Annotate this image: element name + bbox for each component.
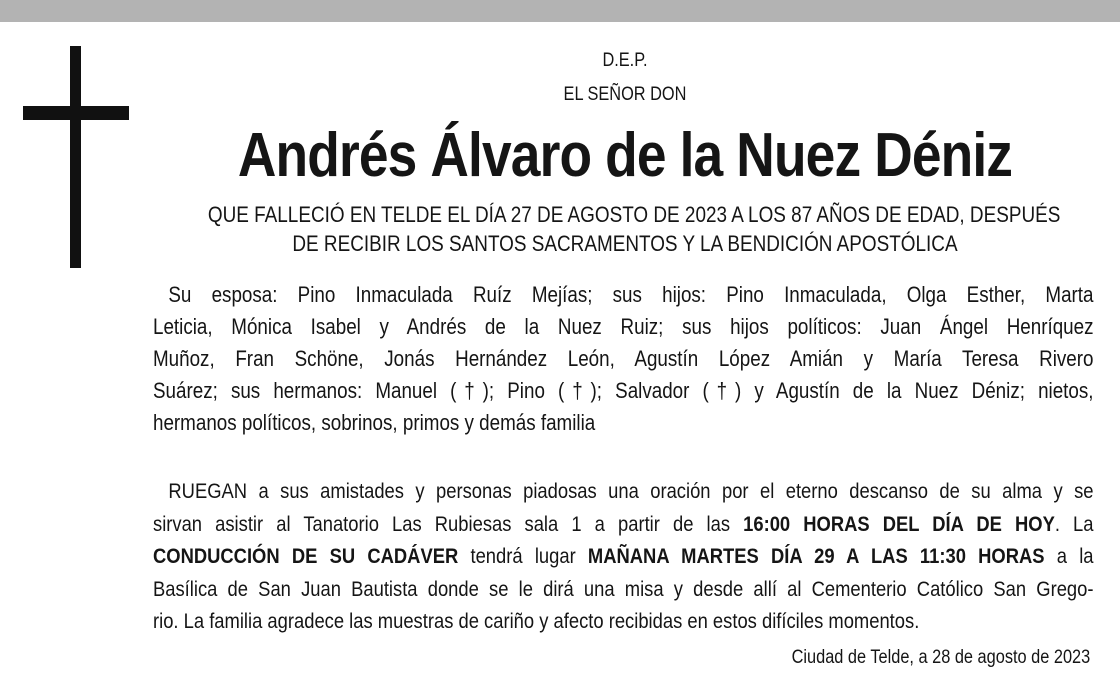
family-line: Leticia, Mónica Isabel y Andrés de la Nuez Ruiz; sus hijos políticos: Juan Ángel Henríquez xyxy=(153,314,1094,339)
place-date: Ciudad de Telde, a 28 de agosto de 2023 xyxy=(791,647,1090,668)
request-line: Basílica de San Juan Bautista donde se le dirá una misa y desde allí al Cementerio Católico San Grego- xyxy=(153,576,1094,601)
family-line: Suárez; sus hermanos: Manuel (†); Pino (†); Salvador (†) y Agustín de la Nuez Déniz; nietos, xyxy=(153,378,1094,403)
title-prefix: EL SEÑOR DON xyxy=(563,84,687,105)
death-line-2: DE RECIBIR LOS SANTOS SACRAMENTOS Y LA BENDICIÓN APOSTÓLICA xyxy=(292,231,958,256)
request-text: . La xyxy=(1054,511,1094,536)
conduction-label: CONDUCCIÓN DE SU CADÁVER xyxy=(153,544,459,568)
request-line: rio. La familia agradece las muestras de cariño y afecto recibidas en estos difíciles momentos. xyxy=(153,609,920,633)
wake-time: 16:00 HORAS DEL DÍA DE HOY xyxy=(743,511,1055,536)
family-line: hermanos políticos, sobrinos, primos y demás familia xyxy=(153,410,596,435)
request-line xyxy=(153,508,1094,541)
request-text: sirvan asistir al Tanatorio Las Rubiesas sala 1 a partir de las xyxy=(153,511,744,536)
death-statement xyxy=(207,200,1061,258)
family-line: Su esposa: Pino Inmaculada Ruíz Mejías; sus hijos: Pino Inmaculada, Olga Esther, Marta xyxy=(168,282,1094,307)
deceased-name: Andrés Álvaro de la Nuez Déniz xyxy=(237,121,1013,190)
request-text: tendrá lugar xyxy=(458,544,588,568)
death-line-1: QUE FALLECIÓ EN TELDE EL DÍA 27 DE AGOSTO DE 2023 A LOS 87 AÑOS DE EDAD, DESPUÉS xyxy=(207,202,1061,227)
dep-label: D.E.P. xyxy=(602,50,648,71)
request-paragraph xyxy=(153,475,1094,638)
request-line: RUEGAN a sus amistades y personas piadosas una oración por el eterno descanso de su alma y se xyxy=(168,479,1094,503)
family-paragraph xyxy=(153,279,1094,439)
obituary-notice xyxy=(0,22,1120,691)
request-line xyxy=(153,540,1094,573)
request-text: a la xyxy=(1044,544,1094,568)
cross-icon xyxy=(23,46,129,268)
family-line: Muñoz, Fran Schöne, Jonás Hernández León, Agustín López Amián y María Teresa Rivero xyxy=(153,346,1094,371)
conduction-time: MAÑANA MARTES DÍA 29 A LAS 11:30 HORAS xyxy=(587,544,1045,568)
